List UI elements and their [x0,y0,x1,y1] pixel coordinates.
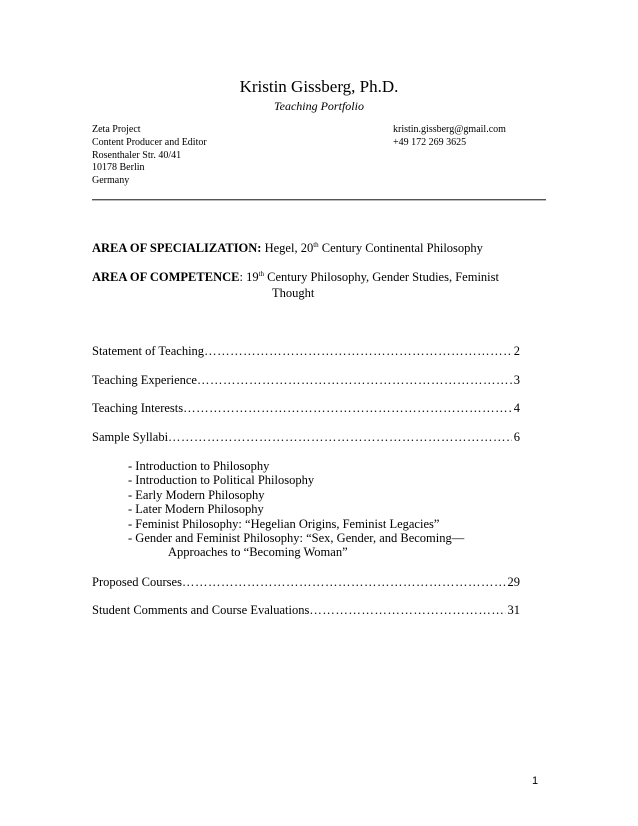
header-divider [92,199,546,200]
author-name: Kristin Gissberg, Ph.D. [239,77,399,96]
toc-leader [204,343,512,359]
toc-page-number: 4 [513,401,520,415]
competence-label: AREA OF COMPETENCE [92,270,240,284]
syllabus-item: - Feminist Philosophy: “Hegelian Origins, Feminist Legacies” [128,516,440,531]
toc-entry-sample-syllabi [92,429,520,445]
toc-title: Proposed Courses [92,575,182,589]
contact-phone: +49 172 269 3625 [393,136,467,148]
toc-title: Teaching Experience [92,373,197,387]
toc-title: Student Comments and Course Evaluations [92,603,310,617]
toc-entry-teaching-experience [92,372,520,388]
toc-page-number: 31 [507,603,520,617]
competence-text-pre: : 19 [239,270,259,284]
contact-country: Germany [92,175,130,187]
syllabi-list [128,459,464,560]
contact-organization: Zeta Project [92,124,141,135]
toc-title: Sample Syllabi [92,430,169,444]
toc-page-number: 3 [513,373,520,387]
competence-text-post: Century Philosophy, Gender Studies, Feminist [264,270,499,284]
syllabus-item-continued: Approaches to “Becoming Woman” [168,545,348,560]
toc-page-number: 2 [513,344,520,358]
area-of-competence [92,269,499,301]
toc-entry-proposed-courses [92,574,520,590]
toc-title: Teaching Interests [92,401,184,415]
toc-page-number: 6 [513,430,520,444]
page-number: 1 [532,775,539,787]
competence-sup: th [258,269,265,278]
competence-text-continued: Thought [272,286,315,300]
syllabus-item: - Gender and Feminist Philosophy: “Sex, Gender, and Becoming— [128,531,465,546]
contact-role: Content Producer and Editor [92,136,207,148]
specialization-text-post: Century Continental Philosophy [318,241,483,255]
toc-leader [168,429,512,445]
syllabus-item: - Early Modern Philosophy [128,487,265,502]
toc-entry-student-comments [92,602,520,618]
toc-leader [182,574,506,590]
toc-title: Statement of Teaching [92,344,205,358]
specialization-text-pre: Hegel, 20 [261,241,314,255]
syllabus-item: - Later Modern Philosophy [128,502,264,517]
contact-street: Rosenthaler Str. 40/41 [92,149,182,161]
syllabus-item: - Introduction to Philosophy [128,459,270,473]
syllabus-item: - Introduction to Political Philosophy [128,473,315,488]
specialization-label: AREA OF SPECIALIZATION: [92,241,262,255]
toc-entry-statement-of-teaching [92,343,520,359]
contact-address-block [92,124,207,188]
contact-info-block [393,124,506,150]
document-subtitle: Teaching Portfolio [274,99,364,113]
toc-leader [183,400,512,416]
contact-email: kristin.gissberg@gmail.com [393,124,506,135]
toc-leader [197,372,512,388]
toc-page-number: 29 [507,575,520,589]
specialization-sup: th [313,240,319,249]
toc-leader [309,602,505,618]
contact-city: 10178 Berlin [92,162,145,174]
area-of-specialization [92,240,483,256]
toc-entry-teaching-interests [92,400,520,416]
